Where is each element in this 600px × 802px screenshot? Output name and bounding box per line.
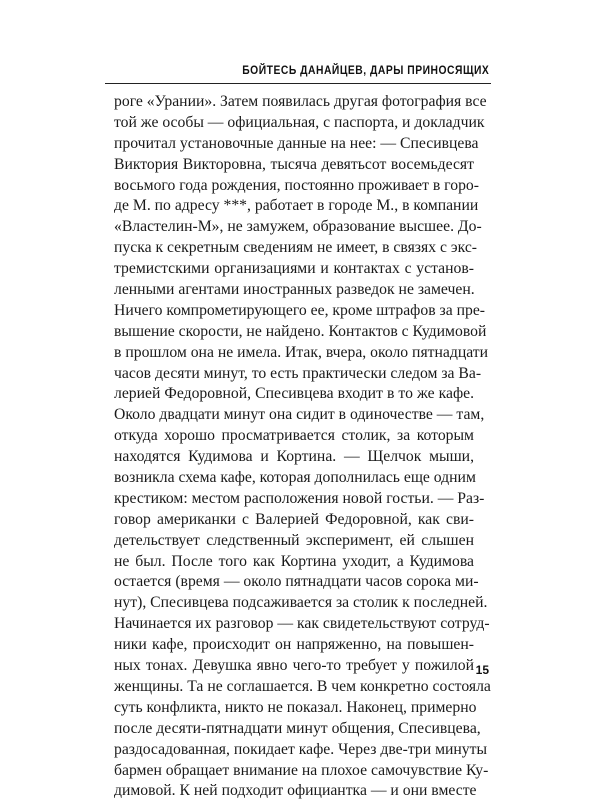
text-line: вышение скорости, не найдено. Контактов с Кудимовой xyxy=(114,322,487,340)
text-line: бармен обращает внимание на плохое самочувствие Ку- xyxy=(114,761,489,779)
text-line: находятся Кудимова и Кортина. — Щелчок мыши, xyxy=(114,448,474,466)
running-header-title: БОЙТЕСЬ ДАНАЙЦЕВ, ДАРЫ ПРИНОСЯЩИХ xyxy=(241,63,489,77)
text-line: Ничего компрометирующего ее, кроме штрафов за пре- xyxy=(114,301,486,319)
text-line: часов десяти минут, то есть практически следом за Ва- xyxy=(114,364,482,382)
text-line: суть конфликта, никто не показал. Наконец, примерно xyxy=(114,698,477,716)
header-rule xyxy=(105,83,491,84)
text-line: не был. После того как Кортина уходит, а Кудимова xyxy=(114,552,474,570)
text-line: крестиком: местом расположения новой гостьи. — Раз- xyxy=(114,489,485,507)
text-line: остается (время — около пятнадцати часов сорока ми- xyxy=(114,573,479,591)
text-line: пуска к секретным сведениям не имеет, в связях с экс- xyxy=(114,239,478,257)
text-line: тремистскими организациями и контактах с установ- xyxy=(114,260,474,278)
text-line: лерией Федоровной, Спесивцева входит в то же кафе. xyxy=(114,385,474,403)
text-line: детельствует следственный эксперимент, ей слышен xyxy=(114,531,474,549)
text-line: восьмого года рождения, постоянно проживает в горо- xyxy=(114,176,479,194)
text-line: Виктория Викторовна, тысяча девятьсот восемьдесят xyxy=(114,155,474,173)
text-line: Около двадцати минут она сидит в одиночестве — там, xyxy=(114,406,485,424)
text-line: де М. по адресу ***, работает в городе М., в компании xyxy=(114,197,479,215)
text-line: ники кафе, происходит он напряженно, на повышен- xyxy=(114,636,474,654)
page-number: 15 xyxy=(475,663,489,677)
text-line: Начинается их разговор — как свидетельствуют сотруд- xyxy=(114,615,490,633)
text-line: после десяти-пятнадцати минут общения, Спесивцева, xyxy=(114,719,481,737)
text-line: димовой. К ней подходит официантка — и они вместе xyxy=(114,782,477,800)
text-line: прочитал установочные данные на нее: — Спесивцева xyxy=(114,134,479,152)
text-line: возникла схема кафе, которая дополнилась еще одним xyxy=(114,469,476,487)
text-line: «Властелин-М», не замужем, образование высшее. До- xyxy=(114,218,482,236)
text-line: откуда хорошо просматривается столик, за которым xyxy=(114,427,474,445)
text-line: в прошлом она не имела. Итак, вчера, около пятнадцати xyxy=(114,343,489,361)
text-line: женщины. Та не соглашается. В чем конкретно состояла xyxy=(114,677,491,695)
text-line: ленными агентами иностранных разведок не замечен. xyxy=(114,281,475,299)
text-line: говор американки с Валерией Федоровной, как сви- xyxy=(114,510,474,528)
text-line: раздосадованная, покидает кафе. Через две-три минуты xyxy=(114,740,488,758)
text-line: роге «Урании». Затем появилась другая фотография все xyxy=(114,93,487,110)
text-line: ных тонах. Девушка явно чего-то требует у пожилой xyxy=(114,657,474,675)
text-line: той же особы — официальная, с паспорта, и докладчик xyxy=(114,113,485,131)
text-line: нут), Спесивцева подсаживается за столик к последней. xyxy=(114,594,488,612)
